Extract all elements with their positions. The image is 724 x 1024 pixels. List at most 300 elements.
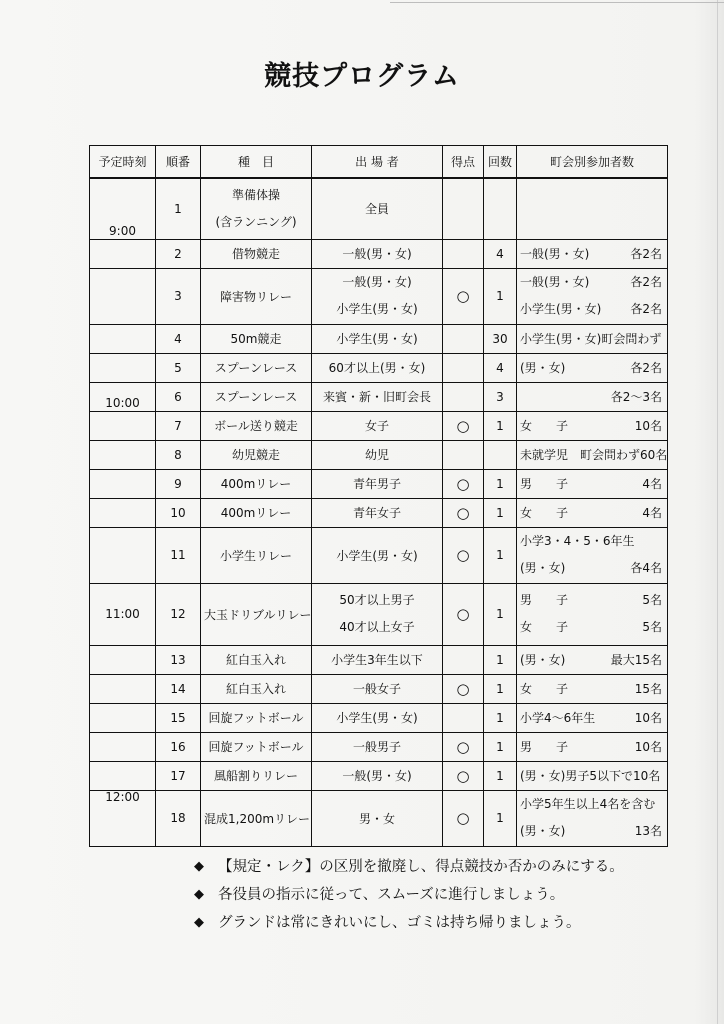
town-participants xyxy=(517,583,668,645)
participants xyxy=(312,268,443,324)
program-body xyxy=(90,178,668,846)
count xyxy=(484,239,517,268)
event-line: スプーンレース xyxy=(214,390,298,404)
table-row xyxy=(90,411,668,440)
participants xyxy=(312,583,443,645)
count-value: 1 xyxy=(496,476,504,491)
order-number xyxy=(156,239,201,268)
count-value: 1 xyxy=(496,811,504,825)
town-participants xyxy=(517,469,668,498)
table-row xyxy=(90,353,668,382)
order-number xyxy=(156,178,201,239)
count xyxy=(484,353,517,382)
time-cell xyxy=(90,761,156,804)
count xyxy=(484,382,517,411)
count xyxy=(484,583,517,645)
score-mark xyxy=(443,440,484,469)
event-line: 400mリレー xyxy=(220,506,292,520)
header-order: 順番 xyxy=(156,146,201,179)
participant-line: 男・女 xyxy=(358,811,395,826)
town-group: 小学生(男・女)町会問わず xyxy=(520,332,662,346)
count-value: 1 xyxy=(496,681,504,696)
score-value: ○ xyxy=(456,737,470,756)
participants xyxy=(312,382,443,411)
time-cell xyxy=(90,732,156,761)
count xyxy=(484,411,517,440)
score-value: ○ xyxy=(456,416,470,435)
town-participants xyxy=(517,178,668,239)
order-value: 8 xyxy=(174,447,182,462)
event-name xyxy=(201,382,312,411)
town-quota: 4名 xyxy=(642,506,662,520)
town-line xyxy=(520,446,668,463)
participant-line: 青年男子 xyxy=(352,477,401,491)
count-value: 3 xyxy=(496,389,504,404)
participants xyxy=(312,674,443,703)
score-mark xyxy=(443,703,484,732)
count-value: 1 xyxy=(496,548,504,562)
town-line xyxy=(520,651,664,668)
participant-line: 小学生(男・女) xyxy=(336,711,418,725)
town-quota: 5名 xyxy=(642,593,662,607)
count-value: 30 xyxy=(492,331,508,346)
score-mark xyxy=(443,382,484,411)
town-group: 一般(男・女) xyxy=(520,275,590,289)
table-row xyxy=(90,674,668,703)
event-name xyxy=(201,645,312,674)
score-value: ○ xyxy=(456,503,470,522)
town-line xyxy=(520,296,664,323)
participant-line: 一般女子 xyxy=(352,682,401,696)
order-number xyxy=(156,703,201,732)
time-label: 11:00 xyxy=(105,607,140,621)
event-name xyxy=(201,790,312,846)
count xyxy=(484,645,517,674)
event-line: ボール送り競走 xyxy=(214,419,298,433)
participants xyxy=(312,498,443,527)
event-name xyxy=(201,411,312,440)
event-line: 回旋フットボール xyxy=(208,740,304,754)
time-label: 10:00 xyxy=(105,395,140,410)
order-value: 3 xyxy=(174,289,182,303)
time-cell xyxy=(90,324,156,353)
participants xyxy=(312,703,443,732)
score-mark xyxy=(443,178,484,239)
header-town: 町会別参加者数 xyxy=(517,146,668,179)
town-participants xyxy=(517,527,668,583)
order-number xyxy=(156,440,201,469)
score-mark xyxy=(443,674,484,703)
count-value: 1 xyxy=(496,607,504,621)
town-quota: 13名 xyxy=(634,824,662,838)
town-line xyxy=(520,709,664,726)
town-participants xyxy=(517,703,668,732)
order-value: 17 xyxy=(170,768,186,783)
table-row xyxy=(90,645,668,674)
participant-line: 青年女子 xyxy=(352,506,401,520)
town-quota: 15名 xyxy=(634,682,662,696)
town-line xyxy=(520,269,664,296)
table-row xyxy=(90,239,668,268)
event-line: 大玉ドリブルリレー xyxy=(204,607,312,622)
time-cell xyxy=(90,469,156,498)
table-row xyxy=(90,440,668,469)
order-number xyxy=(156,674,201,703)
page-title: 競技プログラム xyxy=(264,61,460,92)
participants xyxy=(312,411,443,440)
time-label: 9:00 xyxy=(109,223,136,238)
score-value: ○ xyxy=(456,605,470,623)
order-value: 9 xyxy=(174,476,182,491)
table-row xyxy=(90,498,668,527)
event-name xyxy=(201,239,312,268)
count xyxy=(484,790,517,846)
order-number xyxy=(156,583,201,645)
order-number xyxy=(156,324,201,353)
town-line xyxy=(520,767,664,784)
score-mark xyxy=(443,411,484,440)
event-name xyxy=(201,703,312,732)
town-group: 女 子 xyxy=(520,620,569,634)
count xyxy=(484,324,517,353)
participant-line: 一般(男・女) xyxy=(342,275,412,289)
score-value: ○ xyxy=(456,546,470,564)
order-number xyxy=(156,382,201,411)
score-mark xyxy=(443,790,484,846)
participants xyxy=(312,469,443,498)
participant-line: 小学生3年生以下 xyxy=(331,653,423,667)
town-line xyxy=(520,417,664,434)
town-participants xyxy=(517,790,668,846)
event-line: 紅白玉入れ xyxy=(225,682,286,696)
time-cell xyxy=(90,223,156,268)
table-row xyxy=(90,527,668,583)
score-mark xyxy=(443,239,484,268)
event-name xyxy=(201,583,312,645)
participant-line: 60才以上(男・女) xyxy=(328,361,426,375)
note-item xyxy=(190,881,710,909)
town-line xyxy=(520,587,664,614)
count xyxy=(484,440,517,469)
town-quota: 各2名 xyxy=(630,302,662,316)
count xyxy=(484,527,517,583)
town-line xyxy=(520,330,664,347)
order-value: 7 xyxy=(174,418,182,433)
town-line xyxy=(520,245,664,262)
order-value: 2 xyxy=(174,246,182,261)
score-mark xyxy=(443,761,484,790)
participants xyxy=(312,790,443,846)
town-quota: 最大15名 xyxy=(610,653,662,667)
count xyxy=(484,498,517,527)
table-row xyxy=(90,761,668,790)
event-line: 幼児競走 xyxy=(231,448,280,462)
event-name xyxy=(201,178,312,239)
count-value: 1 xyxy=(496,418,504,433)
participants xyxy=(312,440,443,469)
town-quota: 5名 xyxy=(642,620,662,634)
participant-line: 一般(男・女) xyxy=(342,247,412,261)
time-label: 12:00 xyxy=(105,789,140,804)
town-group: 小学4～6年生 xyxy=(520,711,596,725)
score-value: ○ xyxy=(456,809,470,827)
header-score: 得点 xyxy=(443,146,484,179)
score-mark xyxy=(443,732,484,761)
town-group: 男 子 xyxy=(520,740,569,754)
town-line xyxy=(520,504,664,521)
town-group: 男 子 xyxy=(520,477,569,491)
town-group: 小学5年生以上4名を含む xyxy=(520,797,656,811)
count-value: 1 xyxy=(496,739,504,754)
event-name xyxy=(201,674,312,703)
order-value: 1 xyxy=(174,201,182,216)
event-line: 小学生リレー xyxy=(219,548,292,563)
participant-line: 50才以上男子 xyxy=(339,593,415,607)
event-name xyxy=(201,440,312,469)
table-row xyxy=(90,583,668,645)
town-participants xyxy=(517,382,668,411)
diamond-icon: ◆ xyxy=(194,859,204,874)
town-group: (男・女)男子5以下で10名 xyxy=(520,769,661,783)
town-participants xyxy=(517,761,668,790)
participants xyxy=(312,239,443,268)
table-row xyxy=(90,382,668,411)
page-edge xyxy=(717,0,718,1024)
header-count: 回数 xyxy=(484,146,517,179)
participants xyxy=(312,178,443,239)
table-row xyxy=(90,268,668,324)
score-mark xyxy=(443,645,484,674)
town-group: (男・女) xyxy=(520,561,566,575)
count xyxy=(484,178,517,239)
score-value: ○ xyxy=(456,474,470,493)
time-cell xyxy=(90,527,156,583)
note-text: 【規定・レク】の区別を撤廃し、得点競技か否かのみにする。 xyxy=(218,859,624,875)
event-line: 準備体操 xyxy=(231,187,280,202)
time-cell xyxy=(90,353,156,382)
time-cell xyxy=(90,645,156,674)
town-line xyxy=(520,528,664,555)
score-mark xyxy=(443,469,484,498)
order-value: 6 xyxy=(174,389,182,404)
order-number xyxy=(156,527,201,583)
header-event: 種 目 xyxy=(201,146,312,179)
town-group: 女 子 xyxy=(520,682,569,696)
count-value: 1 xyxy=(496,505,504,520)
participants xyxy=(312,732,443,761)
notes-list xyxy=(190,853,710,937)
order-number xyxy=(156,761,201,790)
event-name xyxy=(201,324,312,353)
event-name xyxy=(201,268,312,324)
order-value: 12 xyxy=(170,607,186,621)
town-participants xyxy=(517,674,668,703)
table-row xyxy=(90,469,668,498)
count-value: 1 xyxy=(496,652,504,667)
score-value: ○ xyxy=(456,679,470,698)
event-line: (含ランニング) xyxy=(215,214,297,229)
town-participants xyxy=(517,498,668,527)
town-group: 小学3・4・5・6年生 xyxy=(520,534,635,548)
town-quota: 各4名 xyxy=(630,561,662,575)
event-line: 50m競走 xyxy=(230,332,282,346)
count-value: 1 xyxy=(496,710,504,725)
event-name xyxy=(201,498,312,527)
town-quota: 10名 xyxy=(634,419,662,433)
town-quota: 各2名 xyxy=(630,361,662,375)
participant-line: 40才以上女子 xyxy=(339,620,415,634)
note-text: 各役員の指示に従って、スムーズに進行しましょう。 xyxy=(218,887,565,903)
participants xyxy=(312,324,443,353)
town-participants xyxy=(517,732,668,761)
participant-line: 小学生(男・女) xyxy=(336,302,418,316)
town-quota: 各2名 xyxy=(630,275,662,289)
note-item xyxy=(190,853,710,881)
time-cell xyxy=(90,703,156,732)
count xyxy=(484,674,517,703)
order-number xyxy=(156,411,201,440)
participant-line: 女子 xyxy=(364,419,389,433)
score-mark xyxy=(443,527,484,583)
town-participants xyxy=(517,324,668,353)
page-top-edge xyxy=(390,2,724,3)
participants xyxy=(312,353,443,382)
time-cell xyxy=(90,674,156,703)
count xyxy=(484,732,517,761)
event-line: 借物競走 xyxy=(231,247,280,261)
participants xyxy=(312,761,443,790)
order-number xyxy=(156,498,201,527)
town-line xyxy=(520,359,664,376)
participant-line: 小学生(男・女) xyxy=(336,332,418,346)
town-participants xyxy=(517,239,668,268)
order-value: 14 xyxy=(170,681,186,696)
score-mark xyxy=(443,498,484,527)
score-value: ○ xyxy=(456,766,470,785)
town-participants xyxy=(517,645,668,674)
table-row xyxy=(90,324,668,353)
town-participants xyxy=(517,353,668,382)
order-value: 5 xyxy=(174,360,182,375)
town-group: 未就学児 町会問わず60名 xyxy=(520,448,668,462)
town-group: 女 子 xyxy=(520,419,569,433)
town-participants xyxy=(517,440,668,469)
event-name xyxy=(201,527,312,583)
town-line xyxy=(520,555,664,582)
town-line xyxy=(520,791,664,818)
town-line xyxy=(520,818,664,845)
event-line: 紅白玉入れ xyxy=(225,653,286,667)
event-name xyxy=(201,469,312,498)
participant-line: 全員 xyxy=(364,202,389,217)
participant-line: 一般男子 xyxy=(352,740,401,754)
diamond-icon: ◆ xyxy=(194,915,204,930)
participants xyxy=(312,527,443,583)
order-number xyxy=(156,790,201,846)
town-group: (男・女) xyxy=(520,653,566,667)
header-time: 予定時刻 xyxy=(90,146,156,179)
town-line xyxy=(520,738,664,755)
order-number xyxy=(156,732,201,761)
town-line xyxy=(520,680,664,697)
order-number xyxy=(156,268,201,324)
count-value: 1 xyxy=(496,768,504,783)
header-participants: 出 場 者 xyxy=(312,146,443,179)
time-cell xyxy=(90,268,156,324)
count xyxy=(484,268,517,324)
table-row xyxy=(90,732,668,761)
order-value: 13 xyxy=(170,652,186,667)
town-group: 一般(男・女) xyxy=(520,247,590,261)
event-name xyxy=(201,761,312,790)
event-line: 回旋フットボール xyxy=(208,711,304,725)
town-participants xyxy=(517,268,668,324)
town-participants xyxy=(517,411,668,440)
count xyxy=(484,469,517,498)
time-cell xyxy=(90,498,156,527)
town-group: (男・女) xyxy=(520,824,566,838)
participant-line: 小学生(男・女) xyxy=(336,548,418,563)
town-line xyxy=(520,388,664,405)
town-group: (男・女) xyxy=(520,361,566,375)
diamond-icon: ◆ xyxy=(194,887,204,902)
participant-line: 一般(男・女) xyxy=(342,769,412,783)
order-number xyxy=(156,353,201,382)
town-quota: 10名 xyxy=(634,711,662,725)
town-group: 女 子 xyxy=(520,506,569,520)
participant-line: 幼児 xyxy=(364,448,389,462)
order-value: 4 xyxy=(174,331,182,346)
event-name xyxy=(201,353,312,382)
score-mark xyxy=(443,268,484,324)
town-quota: 10名 xyxy=(634,740,662,754)
time-cell xyxy=(90,583,156,645)
event-line: 障害物リレー xyxy=(219,289,292,304)
event-name xyxy=(201,732,312,761)
participant-line: 来賓・新・旧町会長 xyxy=(322,390,431,404)
participants xyxy=(312,645,443,674)
time-cell xyxy=(90,440,156,469)
table-header-row xyxy=(90,146,668,179)
town-line xyxy=(520,614,664,641)
town-group: 小学生(男・女) xyxy=(520,302,602,316)
order-number xyxy=(156,645,201,674)
score-mark xyxy=(443,324,484,353)
order-value: 18 xyxy=(170,811,186,825)
table-row xyxy=(90,790,668,846)
event-line: 400mリレー xyxy=(220,477,292,491)
town-group: 男 子 xyxy=(520,593,569,607)
event-line: スプーンレース xyxy=(214,361,298,375)
order-value: 15 xyxy=(170,710,186,725)
score-mark xyxy=(443,353,484,382)
score-value: ○ xyxy=(456,287,470,305)
time-cell xyxy=(90,395,156,440)
town-quota: 各2名 xyxy=(630,247,662,261)
order-value: 11 xyxy=(170,548,186,562)
order-value: 10 xyxy=(170,505,186,520)
count xyxy=(484,703,517,732)
count-value: 4 xyxy=(496,246,504,261)
order-value: 16 xyxy=(170,739,186,754)
program-table xyxy=(89,145,668,847)
count-value: 4 xyxy=(496,360,504,375)
event-line: 風船割りリレー xyxy=(213,769,298,783)
note-text: グランドは常にきれいにし、ゴミは持ち帰りましょう。 xyxy=(218,915,581,931)
count xyxy=(484,761,517,790)
event-line: 混成1,200mリレー xyxy=(204,811,311,826)
table-row xyxy=(90,178,668,239)
